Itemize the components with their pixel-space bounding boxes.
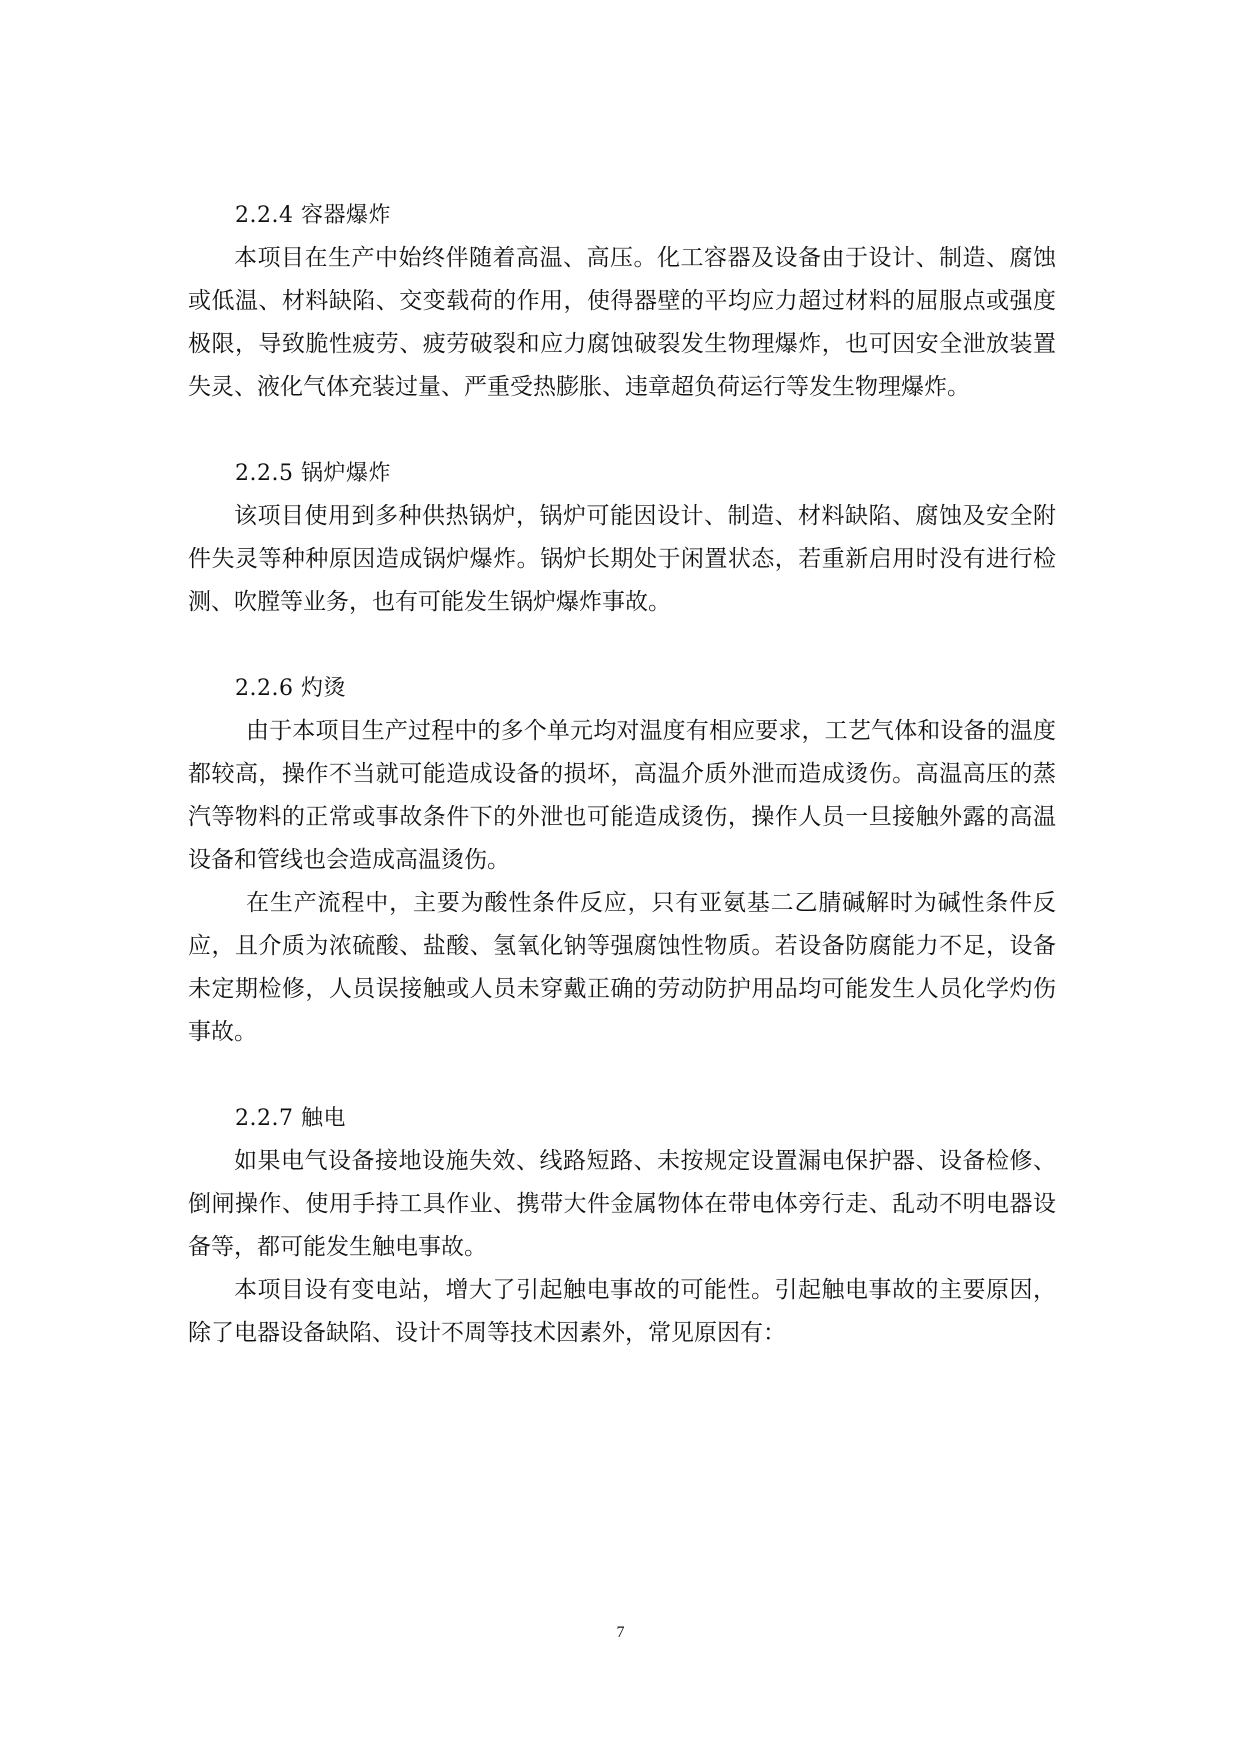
paragraph: 本项目在生产中始终伴随着高温、高压。化工容器及设备由于设计、制造、腐蚀或低温、材料缺陷、交变载荷的作用，使得器壁的平均应力超过材料的屈服点或强度极限，导致脆性疲劳、疲劳破裂和应力腐蚀破裂发生物理爆炸，也可因安全泄放装置失灵、液化气体充装过量、严重受热膨胀、违章超负荷运行等发生物理爆炸。 bbox=[188, 245, 1056, 400]
paragraph: 该项目使用到多种供热锅炉，锅炉可能因设计、制造、材料缺陷、腐蚀及安全附件失灵等种种原因造成锅炉爆炸。锅炉长期处于闲置状态，若重新启用时没有进行检测、吹膛等业务，也有可能发生锅炉爆炸事故。 bbox=[188, 503, 1056, 615]
section-heading: 2.2.6 灼烫 bbox=[235, 676, 346, 701]
paragraph: 如果电气设备接地设施失效、线路短路、未按规定设置漏电保护器、设备检修、倒闸操作、使用手持工具作业、携带大件金属物体在带电体旁行走、乱动不明电器设备等，都可能发生触电事故。 bbox=[188, 1148, 1056, 1260]
section-boiler-explosion bbox=[188, 452, 1056, 624]
section-container-explosion bbox=[188, 194, 1056, 409]
section-heading: 2.2.7 触电 bbox=[235, 1106, 346, 1131]
section-gap bbox=[188, 409, 1056, 452]
section-heading: 2.2.5 锅炉爆炸 bbox=[235, 461, 391, 486]
section-heading: 2.2.4 容器爆炸 bbox=[235, 203, 391, 228]
page-number: 7 bbox=[616, 1624, 625, 1641]
document-body bbox=[188, 194, 1056, 1355]
section-electric-shock bbox=[188, 1097, 1056, 1355]
section-gap bbox=[188, 1054, 1056, 1097]
section-burns bbox=[188, 667, 1056, 1054]
paragraph: 由于本项目生产过程中的多个单元均对温度有相应要求，工艺气体和设备的温度都较高，操作不当就可能造成设备的损坏，高温介质外泄而造成烫伤。高温高压的蒸汽等物料的正常或事故条件下的外泄也可能造成烫伤，操作人员一旦接触外露的高温设备和管线也会造成高温烫伤。 bbox=[188, 718, 1056, 873]
paragraph: 在生产流程中，主要为酸性条件反应，只有亚氨基二乙腈碱解时为碱性条件反应，且介质为浓硫酸、盐酸、氢氧化钠等强腐蚀性物质。若设备防腐能力不足，设备未定期检修，人员误接触或人员未穿戴正确的劳动防护用品均可能发生人员化学灼伤事故。 bbox=[188, 890, 1056, 1045]
paragraph: 本项目设有变电站，增大了引起触电事故的可能性。引起触电事故的主要原因，除了电器设备缺陷、设计不周等技术因素外，常见原因有： bbox=[188, 1277, 1056, 1346]
section-gap bbox=[188, 624, 1056, 667]
